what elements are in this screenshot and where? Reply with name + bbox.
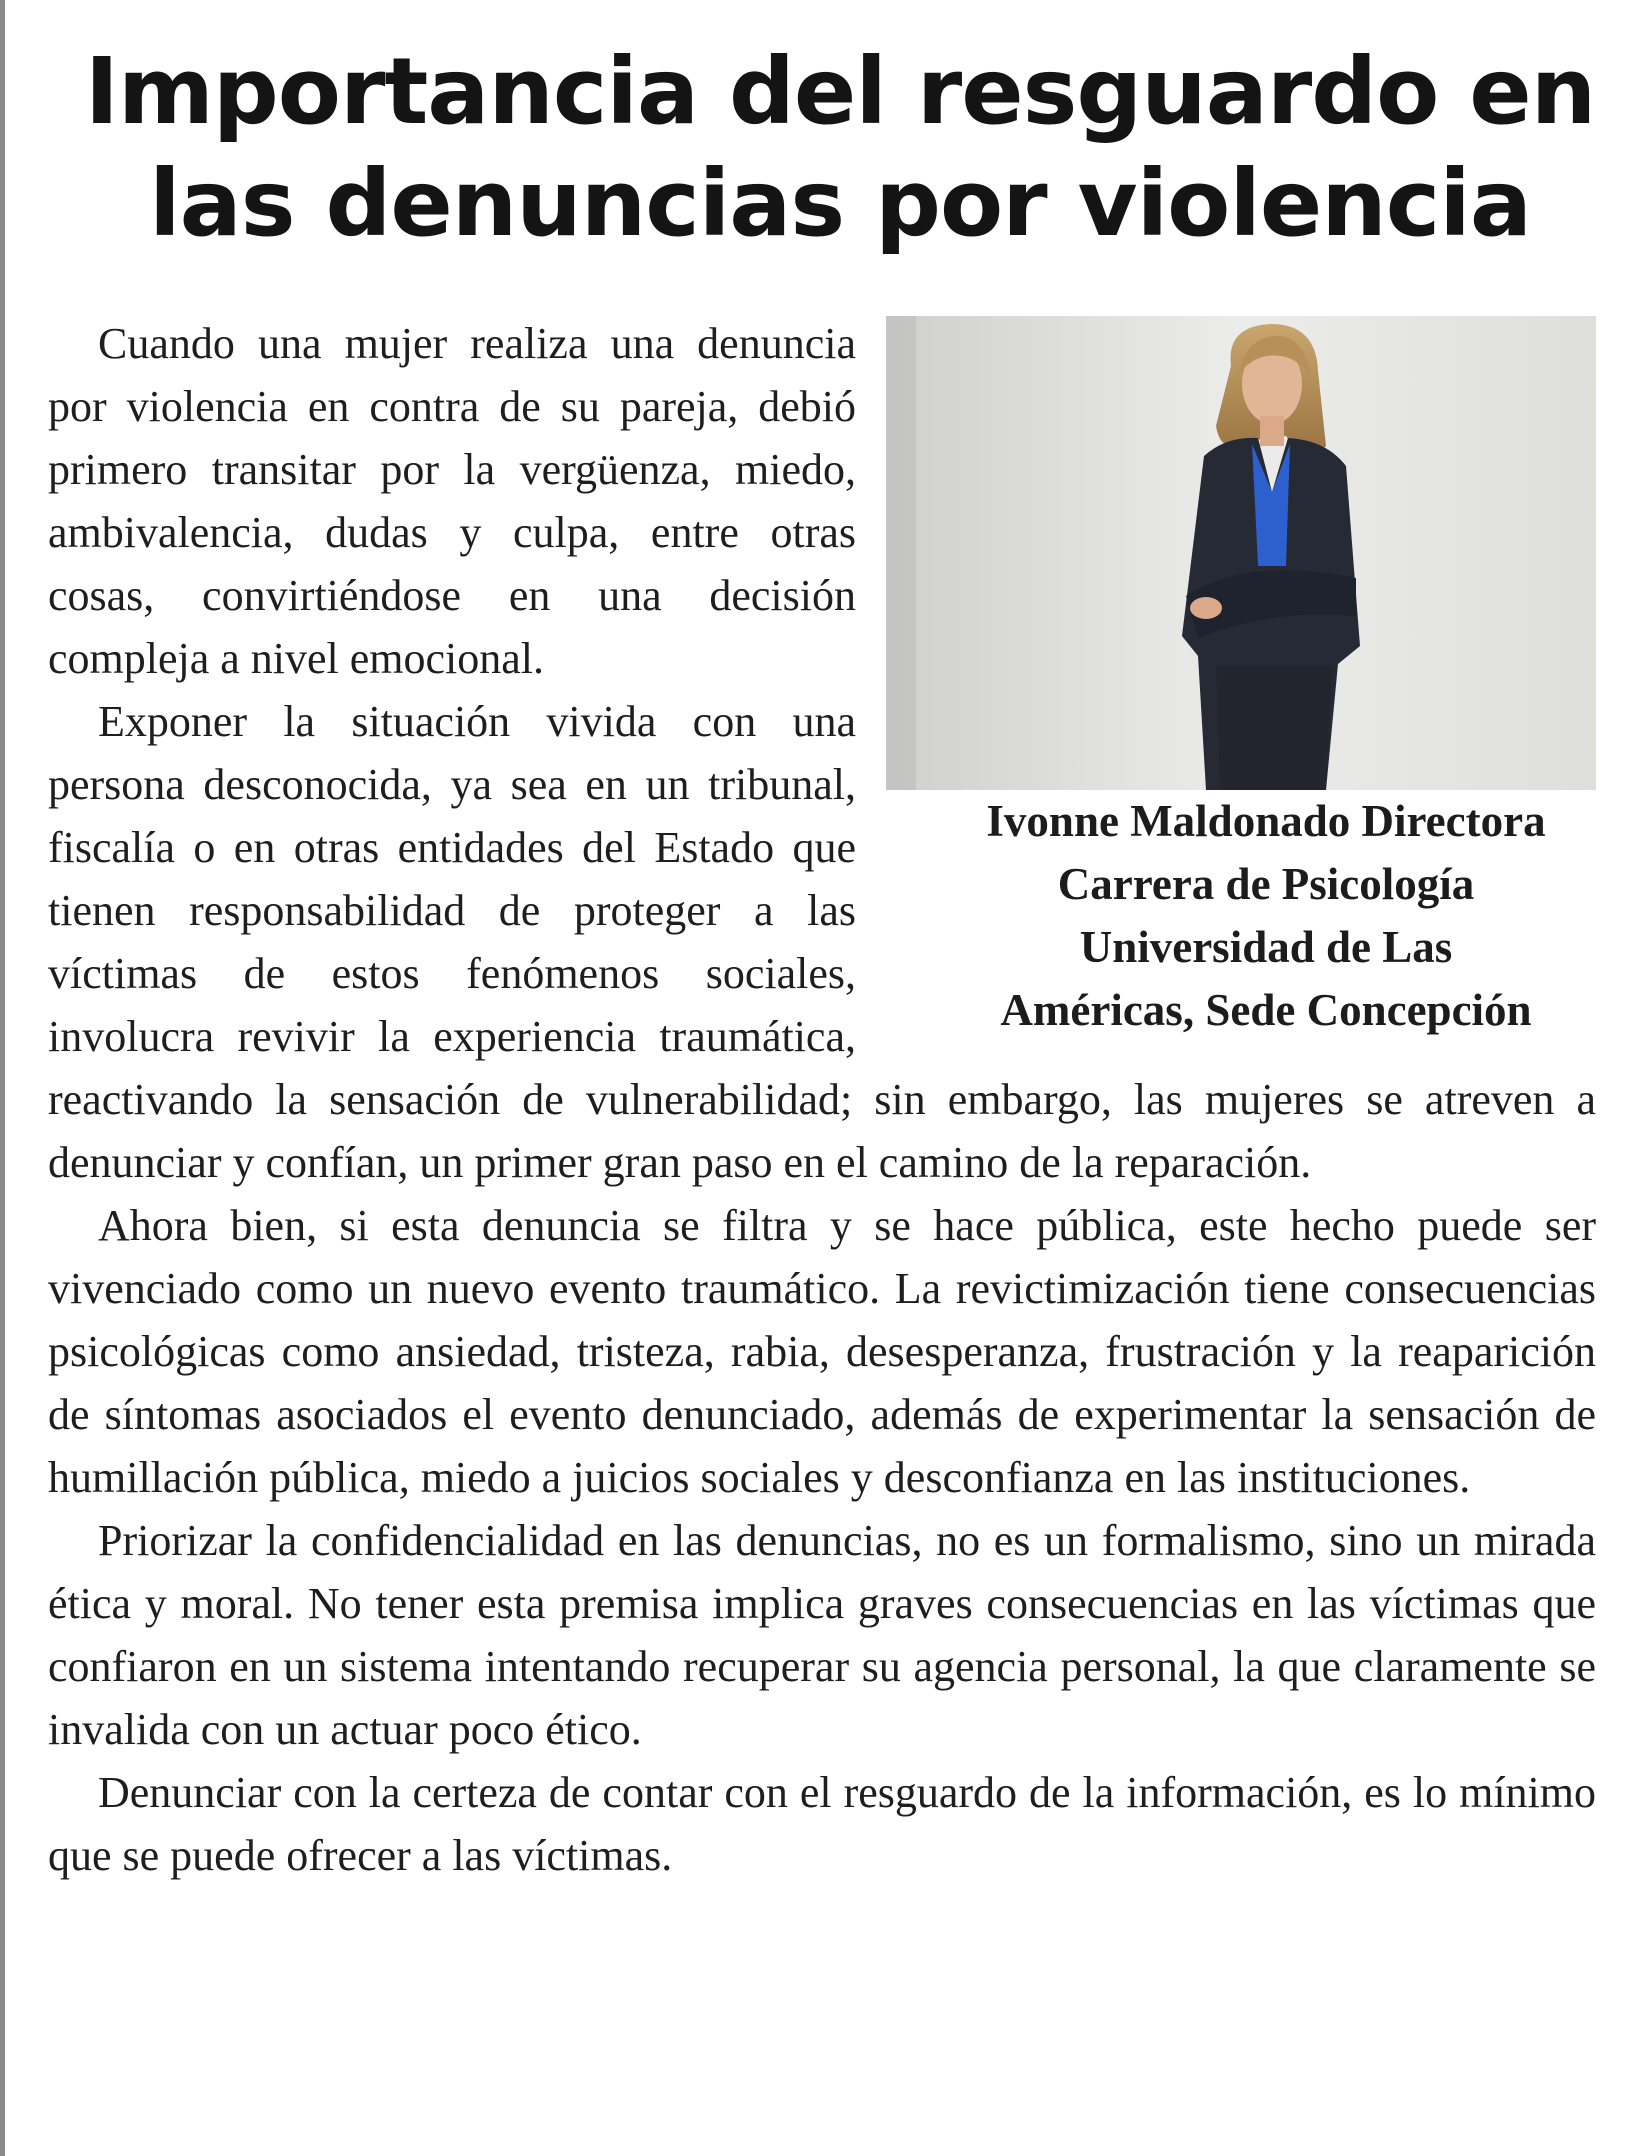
caption-line-3: Universidad de Las — [1079, 922, 1453, 972]
paragraph-1: Cuando una mujer realiza una denuncia por violencia en contra de su pareja, debió primero transitar por la vergüenza, miedo, ambivalencia, dudas y culpa, entre otras cosas, convirtiéndose en una decisión compleja a nivel emocional. — [48, 319, 856, 683]
author-figure — [886, 316, 1596, 1042]
portrait-photo — [886, 316, 1596, 790]
page-edge-rule — [0, 0, 5, 2156]
caption-line-1: Ivonne Maldonado Directora — [986, 796, 1546, 846]
caption-line-4: Américas, Sede Concepción — [1000, 985, 1532, 1035]
headline-line-1: Importancia del resguardo en — [84, 38, 1596, 145]
paragraph-5: Denunciar con la certeza de contar con el resguardo de la información, es lo mínimo que se puede ofrecer a las víctimas. — [48, 1768, 1596, 1880]
article-body — [48, 312, 1596, 1887]
caption-line-2: Carrera de Psicología — [1057, 859, 1475, 909]
paragraph-2: Exponer la situación vivida con una persona desconocida, ya sea en un tribunal, fiscalía o en otras entidades del Estado que tienen responsabilidad de proteger a las víctimas de estos fenómenos sociales, involucra revivir la experiencia traumática, reactivando la sensación de vulnerabilidad; sin embargo, las mujeres se atreven a denunciar y confían, un primer gran paso en el camino de la reparación. — [48, 697, 1596, 1187]
headline — [60, 36, 1620, 260]
paragraph-3: Ahora bien, si esta denuncia se filtra y se hace pública, este hecho puede ser vivenciado como un nuevo evento traumático. La revictimización tiene consecuencias psicológicas como ansiedad, tristeza, rabia, desesperanza, frustración y la reaparición de síntomas asociados el evento denunciado, además de experimentar la sensación de humillación pública, miedo a juicios sociales y desconfianza en las instituciones. — [48, 1201, 1596, 1502]
paragraph-4: Priorizar la confidencialidad en las denuncias, no es un formalismo, sino un mirada ética y moral. No tener esta premisa implica graves consecuencias en las víctimas que confiaron en un sistema intentando recuperar su agencia personal, la que claramente se invalida con un actuar poco ético. — [48, 1516, 1596, 1754]
headline-line-2: las denuncias por violencia — [149, 150, 1531, 257]
photo-caption — [886, 790, 1596, 1042]
